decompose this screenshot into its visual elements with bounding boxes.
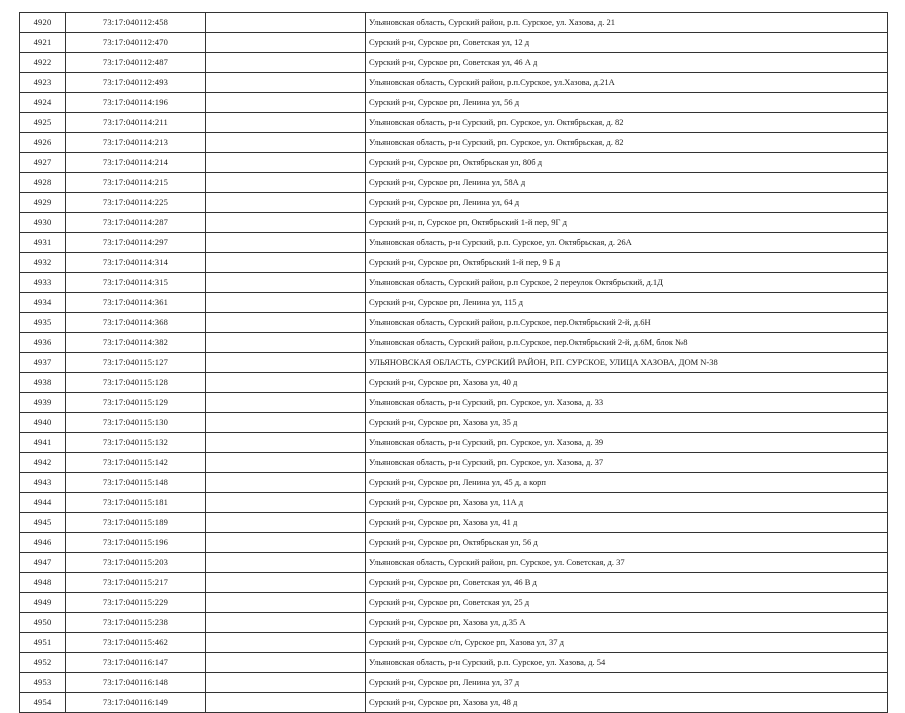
- row-number-cell: 4939: [20, 393, 66, 413]
- cadastral-number-cell: 73:17:040115:142: [66, 453, 206, 473]
- empty-cell: [206, 473, 366, 493]
- table-row: [20, 293, 888, 313]
- address-cell: Ульяновская область, р-н Сурский, рп. Сурское, ул. Октябрьская, д. 82: [366, 133, 888, 153]
- row-number-cell: 4941: [20, 433, 66, 453]
- cadastral-number-cell: 73:17:040115:130: [66, 413, 206, 433]
- cadastral-number-cell: 73:17:040112:470: [66, 33, 206, 53]
- address-cell: Сурский р-н, Сурское рп, Ленина ул, 45 д, а корп: [366, 473, 888, 493]
- property-registry-table: [19, 12, 888, 713]
- address-cell: Сурский р-н, Сурское рп, Советская ул, 46 А д: [366, 53, 888, 73]
- empty-cell: [206, 553, 366, 573]
- address-cell: Сурский р-н, Сурское рп, Хазова ул, 48 д: [366, 693, 888, 713]
- empty-cell: [206, 353, 366, 373]
- empty-cell: [206, 53, 366, 73]
- row-number-cell: 4934: [20, 293, 66, 313]
- table-body: [20, 13, 888, 713]
- empty-cell: [206, 633, 366, 653]
- cadastral-number-cell: 73:17:040114:214: [66, 153, 206, 173]
- cadastral-number-cell: 73:17:040115:462: [66, 633, 206, 653]
- cadastral-number-cell: 73:17:040114:315: [66, 273, 206, 293]
- table-row: [20, 433, 888, 453]
- table-row: [20, 613, 888, 633]
- table-row: [20, 273, 888, 293]
- row-number-cell: 4945: [20, 513, 66, 533]
- empty-cell: [206, 673, 366, 693]
- table-row: [20, 33, 888, 53]
- empty-cell: [206, 453, 366, 473]
- row-number-cell: 4946: [20, 533, 66, 553]
- row-number-cell: 4942: [20, 453, 66, 473]
- table-row: [20, 153, 888, 173]
- address-cell: Ульяновская область, р-н Сурский, р.п. Сурское, ул. Хазова, д. 54: [366, 653, 888, 673]
- address-cell: Сурский р-н, Сурское рп, Октябрьская ул, 56 д: [366, 533, 888, 553]
- address-cell: Сурский р-н, Сурское рп, Ленина ул, 115 д: [366, 293, 888, 313]
- cadastral-number-cell: 73:17:040114:368: [66, 313, 206, 333]
- table-row: [20, 213, 888, 233]
- empty-cell: [206, 293, 366, 313]
- address-cell: Сурский р-н, Сурское рп, Ленина ул, 56 д: [366, 93, 888, 113]
- row-number-cell: 4923: [20, 73, 66, 93]
- row-number-cell: 4931: [20, 233, 66, 253]
- empty-cell: [206, 93, 366, 113]
- address-cell: Ульяновская область, р-н Сурский, рп. Сурское, ул. Хазова, д. 39: [366, 433, 888, 453]
- cadastral-number-cell: 73:17:040114:382: [66, 333, 206, 353]
- table-row: [20, 573, 888, 593]
- empty-cell: [206, 273, 366, 293]
- row-number-cell: 4922: [20, 53, 66, 73]
- cadastral-number-cell: 73:17:040114:297: [66, 233, 206, 253]
- empty-cell: [206, 513, 366, 533]
- table-row: [20, 653, 888, 673]
- address-cell: Сурский р-н, Сурское рп, Хазова ул, 35 д: [366, 413, 888, 433]
- empty-cell: [206, 73, 366, 93]
- row-number-cell: 4925: [20, 113, 66, 133]
- table-row: [20, 353, 888, 373]
- cadastral-number-cell: 73:17:040114:287: [66, 213, 206, 233]
- row-number-cell: 4921: [20, 33, 66, 53]
- address-cell: Сурский р-н, Сурское рп, Хазова ул, 41 д: [366, 513, 888, 533]
- empty-cell: [206, 573, 366, 593]
- address-cell: Сурский р-н, Сурское рп, Октябрьский 1-й пер, 9 Б д: [366, 253, 888, 273]
- address-cell: Сурский р-н, Сурское рп, Хазова ул, д.35 А: [366, 613, 888, 633]
- address-cell: Сурский р-н, Сурское рп, Хазова ул, 40 д: [366, 373, 888, 393]
- cadastral-number-cell: 73:17:040115:129: [66, 393, 206, 413]
- table-row: [20, 53, 888, 73]
- address-cell: Сурский р-н, Сурское рп, Советская ул, 46 В д: [366, 573, 888, 593]
- cadastral-number-cell: 73:17:040114:211: [66, 113, 206, 133]
- row-number-cell: 4933: [20, 273, 66, 293]
- cadastral-number-cell: 73:17:040112:487: [66, 53, 206, 73]
- empty-cell: [206, 193, 366, 213]
- row-number-cell: 4929: [20, 193, 66, 213]
- empty-cell: [206, 613, 366, 633]
- table-row: [20, 453, 888, 473]
- table-row: [20, 473, 888, 493]
- empty-cell: [206, 413, 366, 433]
- cadastral-number-cell: 73:17:040112:458: [66, 13, 206, 33]
- row-number-cell: 4935: [20, 313, 66, 333]
- address-cell: Сурский р-н, Сурское рп, Советская ул, 25 д: [366, 593, 888, 613]
- table-row: [20, 413, 888, 433]
- table-row: [20, 113, 888, 133]
- cadastral-number-cell: 73:17:040115:128: [66, 373, 206, 393]
- empty-cell: [206, 593, 366, 613]
- document-page: [19, 12, 887, 713]
- address-cell: Ульяновская область, Сурский район, р.п. Сурское, ул. Хазова, д. 21: [366, 13, 888, 33]
- row-number-cell: 4948: [20, 573, 66, 593]
- address-cell: Ульяновская область, Сурский район, р.п Сурское, 2 переулок Октябрьский, д.1Д: [366, 273, 888, 293]
- cadastral-number-cell: 73:17:040114:361: [66, 293, 206, 313]
- empty-cell: [206, 493, 366, 513]
- empty-cell: [206, 213, 366, 233]
- address-cell: Сурский р-н, Сурское рп, Ленина ул, 58А д: [366, 173, 888, 193]
- row-number-cell: 4954: [20, 693, 66, 713]
- table-row: [20, 313, 888, 333]
- row-number-cell: 4936: [20, 333, 66, 353]
- cadastral-number-cell: 73:17:040115:148: [66, 473, 206, 493]
- cadastral-number-cell: 73:17:040115:196: [66, 533, 206, 553]
- cadastral-number-cell: 73:17:040115:132: [66, 433, 206, 453]
- table-row: [20, 553, 888, 573]
- cadastral-number-cell: 73:17:040114:314: [66, 253, 206, 273]
- address-cell: Ульяновская область, Сурский район, р.п.Сурское, пер.Октябрьский 2-й, д.6М, блок №8: [366, 333, 888, 353]
- cadastral-number-cell: 73:17:040115:181: [66, 493, 206, 513]
- empty-cell: [206, 393, 366, 413]
- row-number-cell: 4920: [20, 13, 66, 33]
- table-row: [20, 333, 888, 353]
- empty-cell: [206, 693, 366, 713]
- row-number-cell: 4927: [20, 153, 66, 173]
- table-row: [20, 193, 888, 213]
- cadastral-number-cell: 73:17:040115:229: [66, 593, 206, 613]
- row-number-cell: 4943: [20, 473, 66, 493]
- table-row: [20, 253, 888, 273]
- address-cell: Ульяновская область, Сурский район, р.п.Сурское, пер.Октябрьский 2-й, д.6Н: [366, 313, 888, 333]
- cadastral-number-cell: 73:17:040114:196: [66, 93, 206, 113]
- row-number-cell: 4926: [20, 133, 66, 153]
- cadastral-number-cell: 73:17:040115:203: [66, 553, 206, 573]
- empty-cell: [206, 153, 366, 173]
- address-cell: Ульяновская область, р-н Сурский, рп. Сурское, ул. Октябрьская, д. 82: [366, 113, 888, 133]
- address-cell: Сурский р-н, Сурское рп, Ленина ул, 37 д: [366, 673, 888, 693]
- table-row: [20, 173, 888, 193]
- table-row: [20, 533, 888, 553]
- address-cell: УЛЬЯНОВСКАЯ ОБЛАСТЬ, СУРСКИЙ РАЙОН, Р.П. СУРСКОЕ, УЛИЦА ХАЗОВА, ДОМ N-38: [366, 353, 888, 373]
- empty-cell: [206, 113, 366, 133]
- table-row: [20, 493, 888, 513]
- row-number-cell: 4924: [20, 93, 66, 113]
- table-row: [20, 673, 888, 693]
- table-row: [20, 133, 888, 153]
- table-row: [20, 373, 888, 393]
- address-cell: Сурский р-н, Сурское рп, Ленина ул, 64 д: [366, 193, 888, 213]
- cadastral-number-cell: 73:17:040115:189: [66, 513, 206, 533]
- cadastral-number-cell: 73:17:040115:238: [66, 613, 206, 633]
- cadastral-number-cell: 73:17:040115:127: [66, 353, 206, 373]
- address-cell: Ульяновская область, Сурский район, р.п.Сурское, ул.Хазова, д.21А: [366, 73, 888, 93]
- empty-cell: [206, 433, 366, 453]
- cadastral-number-cell: 73:17:040114:213: [66, 133, 206, 153]
- empty-cell: [206, 233, 366, 253]
- address-cell: Сурский р-н, п, Сурское рп, Октябрьский 1-й пер, 9Г д: [366, 213, 888, 233]
- row-number-cell: 4928: [20, 173, 66, 193]
- table-row: [20, 73, 888, 93]
- table-row: [20, 13, 888, 33]
- cadastral-number-cell: 73:17:040115:217: [66, 573, 206, 593]
- cadastral-number-cell: 73:17:040114:225: [66, 193, 206, 213]
- address-cell: Ульяновская область, р-н Сурский, рп. Сурское, ул. Хазова, д. 37: [366, 453, 888, 473]
- address-cell: Ульяновская область, Сурский район, рп. Сурское, ул. Советская, д. 37: [366, 553, 888, 573]
- row-number-cell: 4944: [20, 493, 66, 513]
- cadastral-number-cell: 73:17:040116:147: [66, 653, 206, 673]
- cadastral-number-cell: 73:17:040116:148: [66, 673, 206, 693]
- empty-cell: [206, 313, 366, 333]
- empty-cell: [206, 333, 366, 353]
- address-cell: Сурский р-н, Сурское с/п, Сурское рп, Хазова ул, 37 д: [366, 633, 888, 653]
- cadastral-number-cell: 73:17:040116:149: [66, 693, 206, 713]
- table-row: [20, 233, 888, 253]
- empty-cell: [206, 173, 366, 193]
- address-cell: Сурский р-н, Сурское рп, Советская ул, 12 д: [366, 33, 888, 53]
- row-number-cell: 4932: [20, 253, 66, 273]
- address-cell: Сурский р-н, Сурское рп, Октябрьская ул, 80б д: [366, 153, 888, 173]
- empty-cell: [206, 253, 366, 273]
- table-row: [20, 633, 888, 653]
- cadastral-number-cell: 73:17:040114:215: [66, 173, 206, 193]
- row-number-cell: 4953: [20, 673, 66, 693]
- row-number-cell: 4951: [20, 633, 66, 653]
- table-row: [20, 593, 888, 613]
- row-number-cell: 4937: [20, 353, 66, 373]
- empty-cell: [206, 13, 366, 33]
- row-number-cell: 4947: [20, 553, 66, 573]
- address-cell: Ульяновская область, р-н Сурский, рп. Сурское, ул. Хазова, д. 33: [366, 393, 888, 413]
- table-row: [20, 393, 888, 413]
- table-row: [20, 693, 888, 713]
- row-number-cell: 4930: [20, 213, 66, 233]
- cadastral-number-cell: 73:17:040112:493: [66, 73, 206, 93]
- table-row: [20, 93, 888, 113]
- row-number-cell: 4952: [20, 653, 66, 673]
- row-number-cell: 4950: [20, 613, 66, 633]
- row-number-cell: 4949: [20, 593, 66, 613]
- empty-cell: [206, 653, 366, 673]
- empty-cell: [206, 533, 366, 553]
- row-number-cell: 4938: [20, 373, 66, 393]
- address-cell: Сурский р-н, Сурское рп, Хазова ул, 11А д: [366, 493, 888, 513]
- address-cell: Ульяновская область, р-н Сурский, р.п. Сурское, ул. Октябрьская, д. 26А: [366, 233, 888, 253]
- row-number-cell: 4940: [20, 413, 66, 433]
- empty-cell: [206, 373, 366, 393]
- table-row: [20, 513, 888, 533]
- empty-cell: [206, 33, 366, 53]
- empty-cell: [206, 133, 366, 153]
